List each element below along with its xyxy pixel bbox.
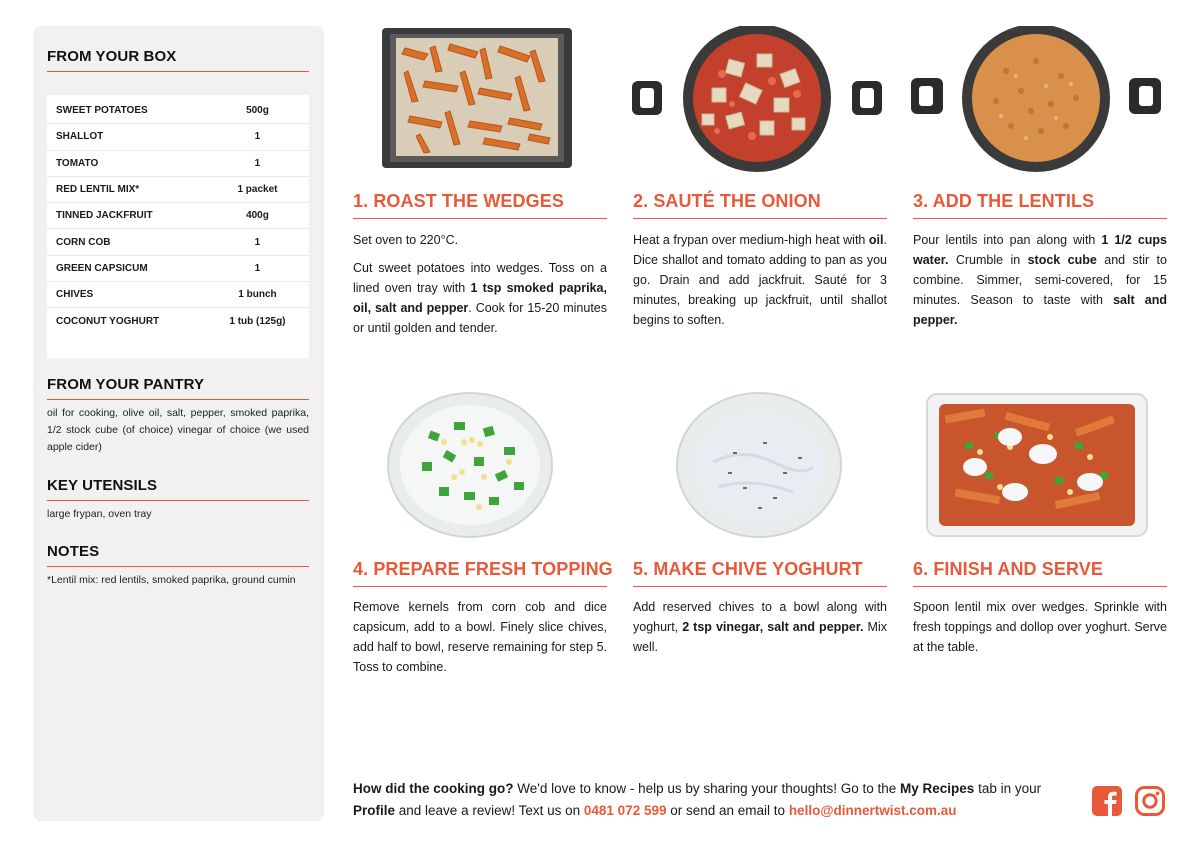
step-2-text: Heat a frypan over medium-high heat with: [633, 233, 869, 247]
saute-onion-photo: [632, 26, 882, 172]
step-4-title: 4. PREPARE FRESH TOPPING: [353, 559, 607, 587]
ingredient-row: [47, 229, 309, 255]
ingredient-qty: 1: [254, 236, 261, 248]
from-your-pantry-heading: FROM YOUR PANTRY: [47, 376, 309, 400]
step-3-text: Pour lentils into pan along with: [913, 233, 1102, 247]
key-utensils-heading: KEY UTENSILS: [47, 477, 309, 501]
instagram-icon[interactable]: [1134, 785, 1166, 817]
notes-heading: NOTES: [47, 543, 309, 567]
step-5-text: Add reserved chives to a bowl along with yoghurt,: [633, 600, 887, 634]
ingredients-sidebar: [33, 26, 324, 821]
step-2-text: . Dice shallot and tomato adding to pan as you go. Drain and add jackfruit. Sauté for 3 minutes, breaking up jackfruit, until shallot begins to soften.: [633, 233, 887, 327]
ingredient-qty: 1: [254, 131, 261, 143]
step-1-title: 1. ROAST THE WEDGES: [353, 191, 607, 219]
step-6-body: [913, 597, 1167, 665]
ingredient-name: SWEET POTATOES: [56, 105, 148, 117]
utensils-text: large frypan, oven tray: [47, 508, 152, 520]
ingredient-name: TOMATO: [56, 157, 99, 169]
step-4-text: Remove kernels from corn cob and dice capsicum, add to a bowl. Finely slice chives, add half to bowl, reserve remaining for step 5. Toss to combine.: [353, 600, 607, 674]
step-2-title: 2. SAUTÉ THE ONION: [633, 191, 887, 219]
ingredient-name: SHALLOT: [56, 131, 104, 143]
ingredient-row: [47, 256, 309, 282]
step-6-text: Spoon lentil mix over wedges. Sprinkle with fresh toppings and dollop over yoghurt. Serve at the table.: [913, 600, 1167, 654]
step-5-title: 5. MAKE CHIVE YOGHURT: [633, 559, 887, 587]
ingredient-qty: 1: [254, 157, 261, 169]
ingredient-row: [47, 203, 309, 229]
ingredient-qty: 1 bunch: [238, 289, 277, 301]
step-2-bold: oil: [868, 233, 884, 247]
ingredient-row: [47, 282, 309, 308]
step-1-bold: 1 tsp smoked paprika, oil, salt and pepper: [353, 281, 607, 315]
fresh-topping-photo: [384, 392, 556, 538]
footer-text: and leave a review! Text us on: [395, 802, 584, 818]
footer-text: We'd love to know - help us by sharing your thoughts! Go to the: [513, 781, 901, 796]
ingredient-row: [47, 98, 309, 124]
facebook-icon[interactable]: [1091, 785, 1123, 817]
ingredients-table: [47, 95, 309, 358]
ingredient-qty: 500g: [246, 105, 269, 117]
step-5-text: Mix well.: [633, 620, 887, 654]
step-3-title: 3. ADD THE LENTILS: [913, 191, 1167, 219]
ingredient-qty: 1 tub (125g): [229, 316, 286, 328]
step-4-body: [353, 597, 607, 685]
ingredient-name: GREEN CAPSICUM: [56, 262, 148, 274]
step-3-bold: 1 1/2 cups water.: [913, 233, 1167, 267]
ingredient-row: [47, 124, 309, 150]
step-2-body: [633, 230, 887, 338]
finished-dish-photo: [925, 392, 1149, 538]
from-your-box-heading: FROM YOUR BOX: [47, 48, 309, 72]
step-1-text: Set oven to 220°C.: [353, 233, 459, 247]
ingredient-name: CHIVES: [56, 289, 94, 301]
chive-yoghurt-photo: [673, 392, 845, 538]
footer-text: or send an email to: [666, 802, 789, 818]
notes-text: *Lentil mix: red lentils, smoked paprika, ground cumin: [47, 574, 296, 586]
step-1-body: [353, 230, 607, 346]
ingredient-name: COCONUT YOGHURT: [56, 316, 160, 328]
ingredient-qty: 1: [254, 262, 261, 274]
step-1-text: Cut sweet potatoes into wedges. Toss on a lined oven tray with: [353, 261, 607, 295]
ingredient-qty: 400g: [246, 210, 269, 222]
step-3-text: and stir to combine. Simmer, semi-covered, for 15 minutes. Season to taste with: [913, 253, 1167, 307]
step-6-title: 6. FINISH AND SERVE: [913, 559, 1167, 587]
ingredient-name: RED LENTIL MIX*: [56, 184, 140, 196]
step-3-bold: stock cube: [1027, 253, 1097, 267]
step-5-body: [633, 597, 887, 665]
footer-text: tab in your: [974, 781, 1042, 796]
ingredient-name: TINNED JACKFRUIT: [56, 210, 153, 222]
step-3-body: [913, 230, 1167, 338]
step-1-text: . Cook for 15-20 minutes or until golden and tender.: [353, 301, 607, 335]
footer-question: How did the cooking go?: [353, 781, 514, 796]
ingredient-qty: 1 packet: [237, 184, 278, 196]
email-link[interactable]: hello@dinnertwist.com.au: [788, 802, 957, 818]
feedback-footer: [353, 778, 1083, 821]
step-3-text: Crumble in: [948, 253, 1028, 267]
step-5-bold: 2 tsp vinegar, salt and pepper.: [682, 620, 864, 634]
profile-link[interactable]: Profile: [353, 802, 396, 818]
add-lentils-photo: [911, 26, 1161, 172]
ingredient-row: [47, 151, 309, 177]
ingredient-row: [47, 308, 309, 334]
ingredient-name: CORN COB: [56, 236, 111, 248]
step-3-bold: salt and pepper.: [913, 293, 1167, 327]
phone-number-link[interactable]: 0481 072 599: [583, 802, 667, 818]
roast-wedges-photo: [380, 26, 574, 170]
my-recipes-link[interactable]: My Recipes: [900, 781, 975, 796]
pantry-text: oil for cooking, olive oil, salt, pepper, smoked paprika, 1/2 stock cube (of choice) vinegar of choice (we used apple cider): [47, 407, 309, 453]
ingredient-row: [47, 177, 309, 203]
